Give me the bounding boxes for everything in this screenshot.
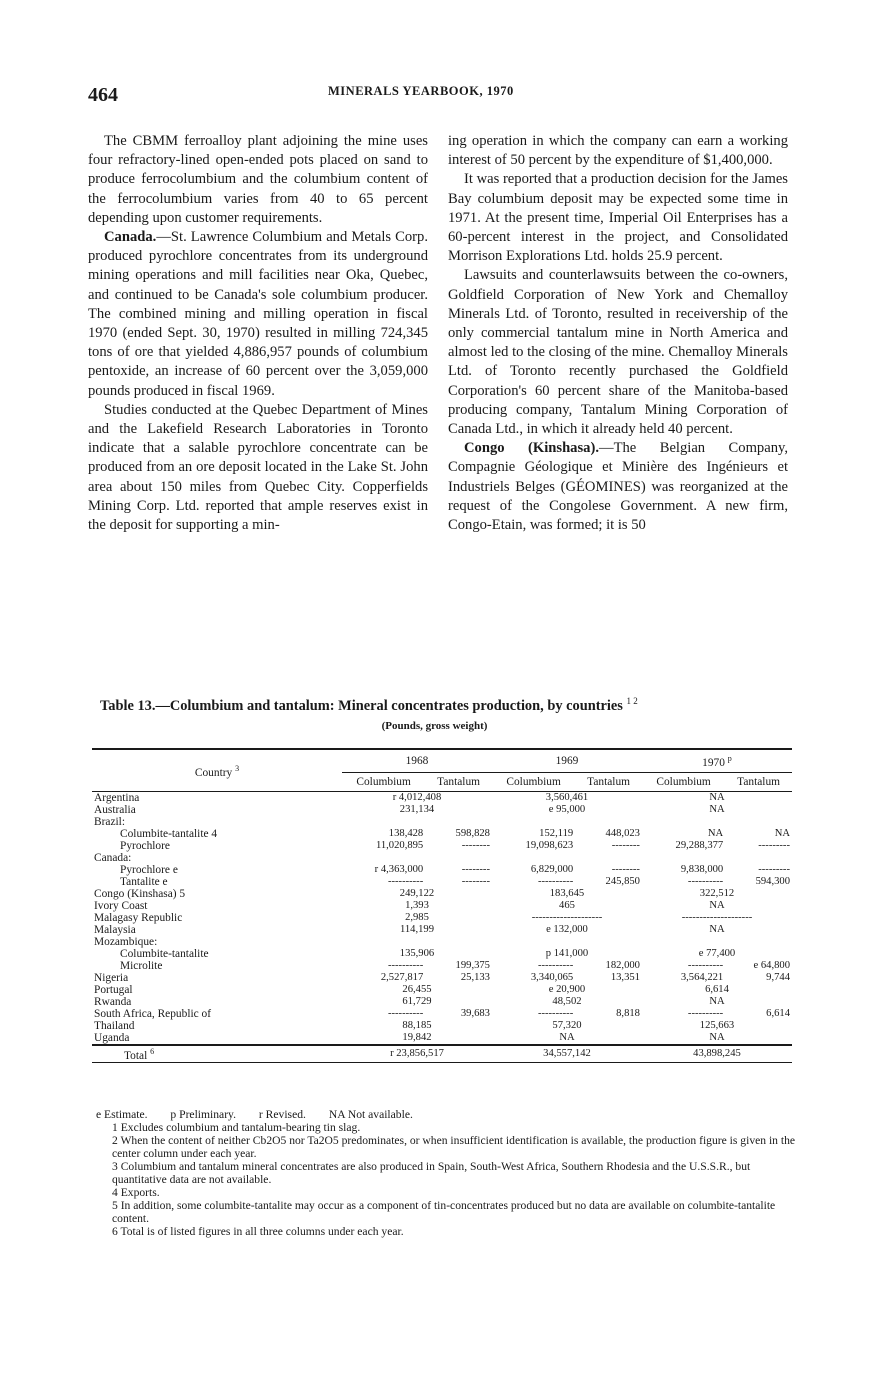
table-row: [92, 1020, 792, 1032]
tantalum-cell: 13,351: [610, 971, 640, 983]
columbium-cell: ----------: [537, 959, 574, 971]
country-cell: Pyrochlore: [120, 839, 170, 852]
value-cell: p 141,000: [545, 947, 589, 959]
tantalum-cell: 598,828: [455, 827, 490, 839]
table-group-row: [92, 852, 792, 864]
columbium-cell: 2,527,817: [380, 971, 424, 983]
table-row: [92, 948, 792, 960]
value-cell: NA: [709, 899, 725, 911]
table-row: [92, 864, 792, 876]
tantalum-cell: ---------: [758, 839, 790, 851]
country-cell: Thailand: [94, 1019, 135, 1032]
table-row: [92, 1032, 792, 1045]
country-cell: Brazil:: [94, 815, 125, 828]
tantalum-cell: 245,850: [605, 875, 640, 887]
table-row: [92, 876, 792, 888]
value-cell: 114,199: [399, 923, 435, 935]
running-title: MINERALS YEARBOOK, 1970: [328, 84, 514, 98]
paragraph-quebec-studies: Studies conducted at the Quebec Department of Mines and the Lakefield Research Laboratories in Toronto indicate that a salable pyrochlore concentrate can be produced from an ore deposit located in the Lake St. John area about 150 miles from Quebec City. Copperfields Mining Corp. Ltd. reported that ample reserves exist in the deposit for supporting a min-: [88, 401, 428, 534]
columbium-cell: ----------: [387, 875, 424, 887]
congo-text: —The Belgian Company, Compagnie Géologique et Minière des Ingénieurs et Industriels Belges (GÉOMINES) was reorganized at the request of the Congolese Government. A new firm, Congo-Etain, was formed; it is 50: [448, 440, 789, 534]
table-title: [100, 696, 800, 715]
columbium-cell: 3,564,221: [680, 971, 724, 983]
columbium-cell: 152,119: [539, 827, 574, 839]
right-column: [448, 132, 788, 535]
columbium-cell: 3,340,065: [530, 971, 574, 983]
tantalum-cell: NA: [774, 827, 790, 839]
paragraph-congo: [448, 439, 788, 535]
value-cell: --------------------: [681, 911, 753, 923]
year-header-1970: 1970 $^p$: [642, 749, 792, 772]
production-table: [92, 748, 792, 1063]
value-cell: NA: [709, 803, 725, 815]
tantalum-cell: 594,300: [755, 875, 790, 887]
country-cell: Australia: [94, 803, 136, 816]
year-header-1968: 1968: [342, 749, 492, 772]
columbium-cell: ----------: [687, 959, 724, 971]
tantalum-cell: 25,133: [460, 971, 490, 983]
table-row: [92, 924, 792, 936]
col-header-tantalum: Tantalum: [587, 775, 631, 788]
canada-text: —St. Lawrence Columbium and Metals Corp. produced pyrochlore concentrates from its underground mining operations and mill facilities near Oka, Quebec, and continued to be Canada's sole columbium producer. The combined mining and milling operation in fiscal 1970 (ended Sept. 30, 1970) resulted in milling 724,345 tons of ore that yielded 4,886,957 pounds of columbium pentoxide, an increase of 60 percent over the 3,059,000 pounds produced in fiscal 1969.: [88, 229, 428, 399]
table-group-row: [92, 936, 792, 948]
country-cell: Malagasy Republic: [94, 911, 183, 924]
value-cell: r 4,012,408: [392, 791, 442, 803]
country-cell: Argentina: [94, 791, 140, 804]
columbium-cell: 11,020,895: [375, 839, 424, 851]
table-row: [92, 996, 792, 1008]
total-row: [92, 1045, 792, 1062]
value-cell: 3,560,461: [545, 791, 589, 803]
table-row: [92, 984, 792, 996]
tantalum-cell: ---------: [758, 863, 790, 875]
footnote-2: 2 When the content of neither Cb2O5 nor Ta2O5 predominates, or when insufficient identification is available, the production figure is given in the center column under each year.: [112, 1134, 796, 1160]
footnote-5: 5 In addition, some columbite-tantalite may occur as a component of tin-concentrates produced but no data are available on columbite-tantalite content.: [112, 1199, 776, 1225]
group-filler: [342, 852, 792, 864]
table-subtitle: (Pounds, gross weight): [381, 720, 488, 732]
tantalum-cell: --------: [461, 875, 490, 887]
country-cell: Columbite-tantalite: [120, 947, 209, 960]
value-cell: 135,906: [399, 947, 435, 959]
country-cell: Congo (Kinshasa) 5: [94, 887, 186, 900]
value-cell: NA: [709, 995, 725, 1007]
table-row: [92, 912, 792, 924]
table-row: [92, 888, 792, 900]
tantalum-cell: 39,683: [460, 1007, 490, 1019]
table-row: [92, 791, 792, 804]
value-cell: 465: [559, 899, 575, 911]
value-cell: 249,122: [399, 887, 435, 899]
value-cell: 231,134: [399, 803, 435, 815]
tantalum-cell: 448,023: [605, 827, 640, 839]
footnote-3: 3 Columbium and tantalum mineral concentrates are also produced in Spain, South-West Africa, Southern Rhodesia and the U.S.S.R., but quantitative data are not available.: [112, 1160, 751, 1186]
col-header-columbium: Columbium: [656, 775, 711, 788]
table-title-notes: 1 2: [626, 696, 638, 706]
tantalum-cell: 8,818: [616, 1007, 640, 1019]
tantalum-cell: e 64,800: [753, 959, 790, 971]
value-cell: 2,985: [405, 911, 429, 923]
section-heading-canada: Canada.: [104, 229, 157, 246]
columbium-cell: ----------: [537, 1007, 574, 1019]
total-1968: r 23,856,517: [390, 1047, 444, 1059]
country-cell: Nigeria: [94, 971, 129, 984]
value-cell: e 20,900: [548, 983, 586, 995]
columbium-cell: 6,829,000: [530, 863, 574, 875]
columbium-cell: 9,838,000: [680, 863, 724, 875]
columbium-cell: ----------: [387, 959, 424, 971]
tantalum-cell: 6,614: [766, 1007, 790, 1019]
tantalum-cell: --------: [611, 863, 640, 875]
value-cell: NA: [709, 1031, 725, 1043]
col-header-columbium: Columbium: [356, 775, 411, 788]
columbium-cell: ----------: [687, 875, 724, 887]
value-cell: 57,320: [552, 1019, 582, 1031]
table-row: [92, 804, 792, 816]
value-cell: NA: [709, 791, 725, 803]
footnotes: [96, 1108, 798, 1238]
value-cell: 183,645: [549, 887, 585, 899]
page-number: 464: [88, 84, 118, 106]
value-cell: e 95,000: [548, 803, 586, 815]
table-row: [92, 960, 792, 972]
tantalum-cell: --------: [611, 839, 640, 851]
columbium-cell: ----------: [387, 1007, 424, 1019]
value-cell: 125,663: [699, 1019, 735, 1031]
value-cell: 6,614: [705, 983, 729, 995]
value-cell: 48,502: [552, 995, 582, 1007]
col-header-tantalum: Tantalum: [437, 775, 481, 788]
value-cell: NA: [559, 1031, 575, 1043]
country-cell: Tantalite e: [120, 875, 168, 888]
footnote-6: 6 Total is of listed figures in all three columns under each year.: [112, 1225, 404, 1238]
table-row: [92, 1008, 792, 1020]
columbium-cell: 138,428: [388, 827, 424, 839]
tantalum-cell: --------: [461, 863, 490, 875]
country-cell: Rwanda: [94, 995, 132, 1008]
value-cell: e 132,000: [546, 923, 588, 935]
total-label: Total $^6$: [124, 1046, 155, 1062]
country-cell: Malaysia: [94, 923, 136, 936]
table-row: [92, 840, 792, 852]
country-header: Country $^3$: [92, 749, 342, 791]
value-cell: 19,842: [402, 1031, 432, 1043]
group-filler: [342, 816, 792, 828]
value-cell: e 77,400: [698, 947, 736, 959]
table-group-row: [92, 816, 792, 828]
table-row: [92, 972, 792, 984]
total-1970: 43,898,245: [693, 1047, 741, 1059]
total-1969: 34,557,142: [543, 1047, 591, 1059]
value-cell: 61,729: [402, 995, 432, 1007]
country-cell: South Africa, Republic of: [94, 1007, 212, 1020]
country-cell: Ivory Coast: [94, 899, 148, 912]
table-total: [92, 1045, 792, 1062]
year-header-1969: 1969: [492, 749, 642, 772]
country-cell: Pyrochlore e: [120, 863, 178, 876]
group-filler: [342, 936, 792, 948]
table-row: [92, 828, 792, 840]
section-heading-congo: Congo (Kinshasa).: [464, 440, 599, 457]
paragraph-continuation: ing operation in which the company can earn a working interest of 50 percent by the expenditure of $1,400,000.: [448, 133, 788, 169]
value-cell: 26,455: [402, 983, 432, 995]
paragraph-lawsuits: Lawsuits and counterlawsuits between the co-owners, Goldfield Corporation of New York and Chemalloy Minerals Ltd. of Toronto, resulted in receivership of the only commercial tantalum mine in North America and almost led to the closing of the mine. Chemalloy Minerals Ltd. of Toronto recently purchased the Goldfield Corporation's 60 percent share of the Manitoba-based producing company, Tantalum Mining Corporation of Canada Ltd., in which it already held 40 percent.: [448, 267, 788, 438]
value-cell: 88,185: [402, 1019, 432, 1031]
tantalum-cell: 182,000: [605, 959, 640, 971]
columbium-cell: 29,288,377: [675, 839, 724, 851]
columbium-cell: ----------: [687, 1007, 724, 1019]
paragraph-james-bay: It was reported that a production decision for the James Bay columbium deposit may be expected some time in 1971. At the present time, Imperial Oil Enterprises has a 60-percent interest in the project, and Consolidated Morrison Explorations Ltd. holds 25.9 percent.: [448, 171, 788, 265]
footnote-1: 1 Excludes columbium and tantalum-bearing tin slag.: [112, 1121, 361, 1134]
country-cell: Mozambique:: [94, 935, 158, 948]
footnote-4: 4 Exports.: [112, 1186, 160, 1199]
value-cell: NA: [709, 923, 725, 935]
table-header: [92, 749, 792, 791]
columbium-cell: NA: [707, 827, 724, 839]
table-row: [92, 900, 792, 912]
value-cell: --------------------: [531, 911, 603, 923]
table-body: [92, 791, 792, 1045]
table-title-text: Table 13.—Columbium and tantalum: Mineral concentrates production, by countries: [100, 697, 623, 714]
columbium-cell: ----------: [537, 875, 574, 887]
country-cell: Columbite-tantalite 4: [120, 827, 218, 840]
tantalum-cell: 9,744: [766, 971, 790, 983]
col-header-tantalum: Tantalum: [737, 775, 781, 788]
paragraph-cbmm: The CBMM ferroalloy plant adjoining the mine uses four refractory-lined open-ended pots placed on sand to produce ferrocolumbium and the columbium content of the ferrocolumbium varies from 40 to 65 percent depending upon customer requirements.: [88, 133, 428, 226]
paragraph-canada: [88, 228, 428, 401]
country-cell: Canada:: [94, 851, 132, 864]
columbium-cell: r 4,363,000: [374, 863, 424, 875]
value-cell: 322,512: [699, 887, 735, 899]
country-cell: Uganda: [94, 1031, 130, 1044]
country-cell: Microlite: [120, 959, 163, 972]
columbium-cell: 19,098,623: [525, 839, 574, 851]
left-column: [88, 132, 428, 535]
footnote-legend: e Estimate. p Preliminary. r Revised. NA Not available.: [96, 1108, 413, 1121]
value-cell: 1,393: [405, 899, 429, 911]
page-header: [88, 84, 800, 112]
tantalum-cell: 199,375: [455, 959, 490, 971]
tantalum-cell: --------: [461, 839, 490, 851]
col-header-columbium: Columbium: [506, 775, 561, 788]
country-cell: Portugal: [94, 983, 133, 996]
